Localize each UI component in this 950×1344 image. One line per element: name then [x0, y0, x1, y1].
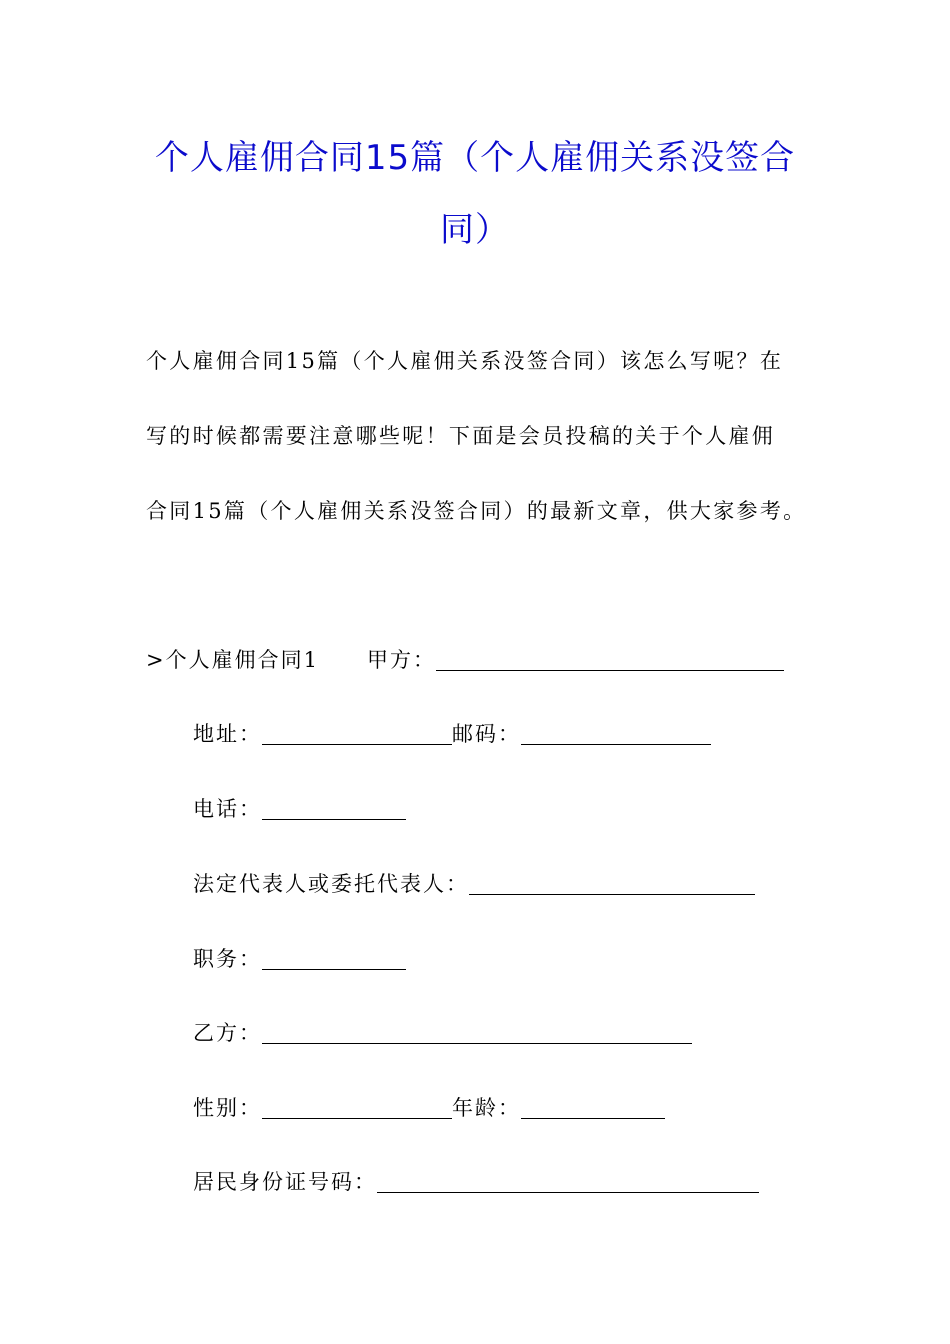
- document-title-line1: 个人雇佣合同15篇（个人雇佣关系没签合: [154, 138, 796, 178]
- id-number-label: 居民身份证号码：: [193, 1170, 377, 1194]
- gender-label: 性别：: [193, 1096, 262, 1120]
- party-a-label: 甲方：: [367, 648, 436, 672]
- postcode-label: 邮码：: [452, 722, 521, 746]
- document-title-line2: 同）: [440, 210, 510, 250]
- phone-row: [193, 794, 406, 824]
- section-heading: >个人雇佣合同1: [146, 648, 319, 672]
- party-a-field: [367, 645, 784, 675]
- legal-rep-label: 法定代表人或委托代表人：: [193, 872, 469, 896]
- intro-paragraph-line2: 写的时候都需要注意哪些呢！下面是会员投稿的关于个人雇佣: [146, 424, 776, 448]
- legal-rep-blank[interactable]: [469, 874, 755, 895]
- address-blank[interactable]: [262, 724, 452, 745]
- gender-blank[interactable]: [262, 1098, 452, 1119]
- phone-label: 电话：: [193, 797, 262, 821]
- party-a-row: [146, 645, 319, 675]
- party-b-label: 乙方：: [193, 1021, 262, 1045]
- intro-paragraph-line1: 个人雇佣合同15篇（个人雇佣关系没签合同）该怎么写呢？在: [146, 349, 784, 373]
- phone-blank[interactable]: [262, 799, 406, 820]
- id-number-row: [193, 1167, 759, 1197]
- legal-rep-row: [193, 869, 755, 899]
- intro-paragraph-line3: 合同15篇（个人雇佣关系没签合同）的最新文章，供大家参考。: [146, 499, 807, 523]
- position-row: [193, 944, 406, 974]
- age-blank[interactable]: [521, 1098, 665, 1119]
- gender-age-row: [193, 1093, 665, 1123]
- party-b-row: [193, 1018, 692, 1048]
- position-label: 职务：: [193, 947, 262, 971]
- address-label: 地址：: [193, 722, 262, 746]
- party-a-blank[interactable]: [436, 650, 784, 671]
- party-b-blank[interactable]: [262, 1023, 692, 1044]
- id-number-blank[interactable]: [377, 1172, 759, 1193]
- age-label: 年龄：: [452, 1096, 521, 1120]
- position-blank[interactable]: [262, 949, 406, 970]
- postcode-blank[interactable]: [521, 724, 711, 745]
- address-row: [193, 719, 711, 749]
